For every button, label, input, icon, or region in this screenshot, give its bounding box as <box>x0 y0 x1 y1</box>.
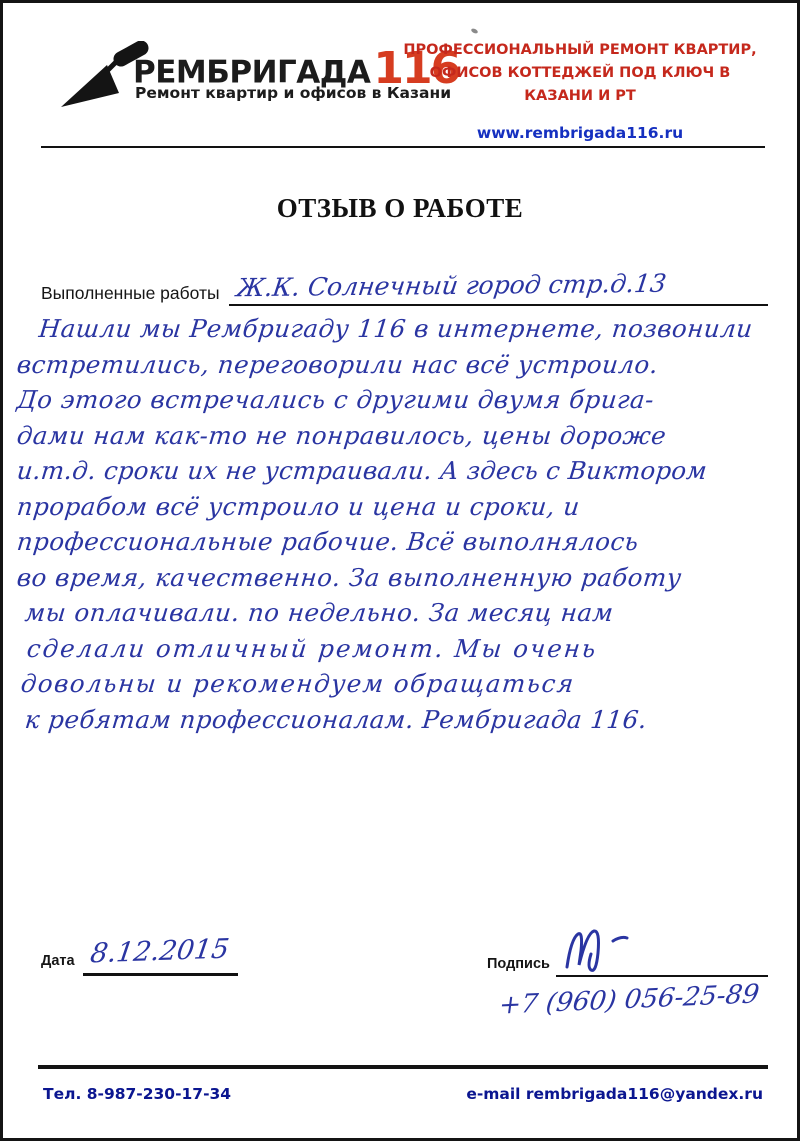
review-line: дами нам как-то не понравилось, цены дороже <box>15 420 668 450</box>
brand-tagline: Ремонт квартир и офисов в Казани <box>135 84 452 102</box>
footer-email[interactable]: e-mail rembrigada116@yandex.ru <box>466 1085 763 1103</box>
footer-divider <box>38 1065 768 1069</box>
signature-underline <box>556 975 768 977</box>
date-underline <box>83 973 238 976</box>
review-line: к ребятам профессионалам. Рембригада 116. <box>23 704 649 734</box>
review-line: и.т.д. сроки их не устраивали. А здесь с Виктором <box>15 456 709 485</box>
date-label: Дата <box>41 953 75 969</box>
works-label: Выполненные работы <box>41 283 220 303</box>
signature-label: Подпись <box>487 956 550 972</box>
review-line: До этого встречались с другими двумя брига- <box>15 385 656 414</box>
review-line: довольны и рекомендуем обращаться <box>19 669 577 698</box>
slogan-line-2: ОФИСОВ КОТТЕДЖЕЙ ПОД КЛЮЧ В КАЗАНИ И РТ <box>429 65 731 104</box>
review-line: во время, качественно. За выполненную работу <box>15 562 684 592</box>
slogan-line-1: ПРОФЕССИОНАЛЬНЫЙ РЕМОНТ КВАРТИР, <box>403 42 757 58</box>
footer-phone: Тел. 8-987-230-17-34 <box>43 1085 232 1103</box>
review-line: мы оплачивали. по недельно. За месяц нам <box>23 598 615 627</box>
date-handwritten-value: 8.12.2015 <box>88 933 231 970</box>
website-link[interactable]: www.rembrigada116.ru <box>476 124 684 142</box>
scan-artifact <box>470 28 478 35</box>
review-line: прорабом всё устроило и цена и сроки, и <box>15 491 582 521</box>
review-line: Нашли мы Рембригаду 116 в интернете, позвонили <box>37 314 755 343</box>
works-handwritten-value: Ж.К. Солнечный город стр.д.13 <box>234 268 669 303</box>
header-slogan-block <box>395 39 765 142</box>
review-line: сделали отличный ремонт. Мы очень <box>25 633 599 663</box>
brand-text: РЕМБРИГАДА <box>133 54 371 91</box>
brand-number: 116 <box>373 43 460 94</box>
phone-handwritten: +7 (960) 056-25-89 <box>497 979 761 1021</box>
document-title: ОТЗЫВ О РАБОТЕ <box>276 193 524 223</box>
works-underline <box>229 304 768 306</box>
header-divider <box>41 146 765 148</box>
signature-scribble <box>561 921 671 979</box>
review-line: профессиональные рабочие. Всё выполнялось <box>15 527 641 556</box>
review-handwritten-text <box>17 311 792 737</box>
review-line: встретились, переговорили нас всё устроило. <box>15 349 660 379</box>
